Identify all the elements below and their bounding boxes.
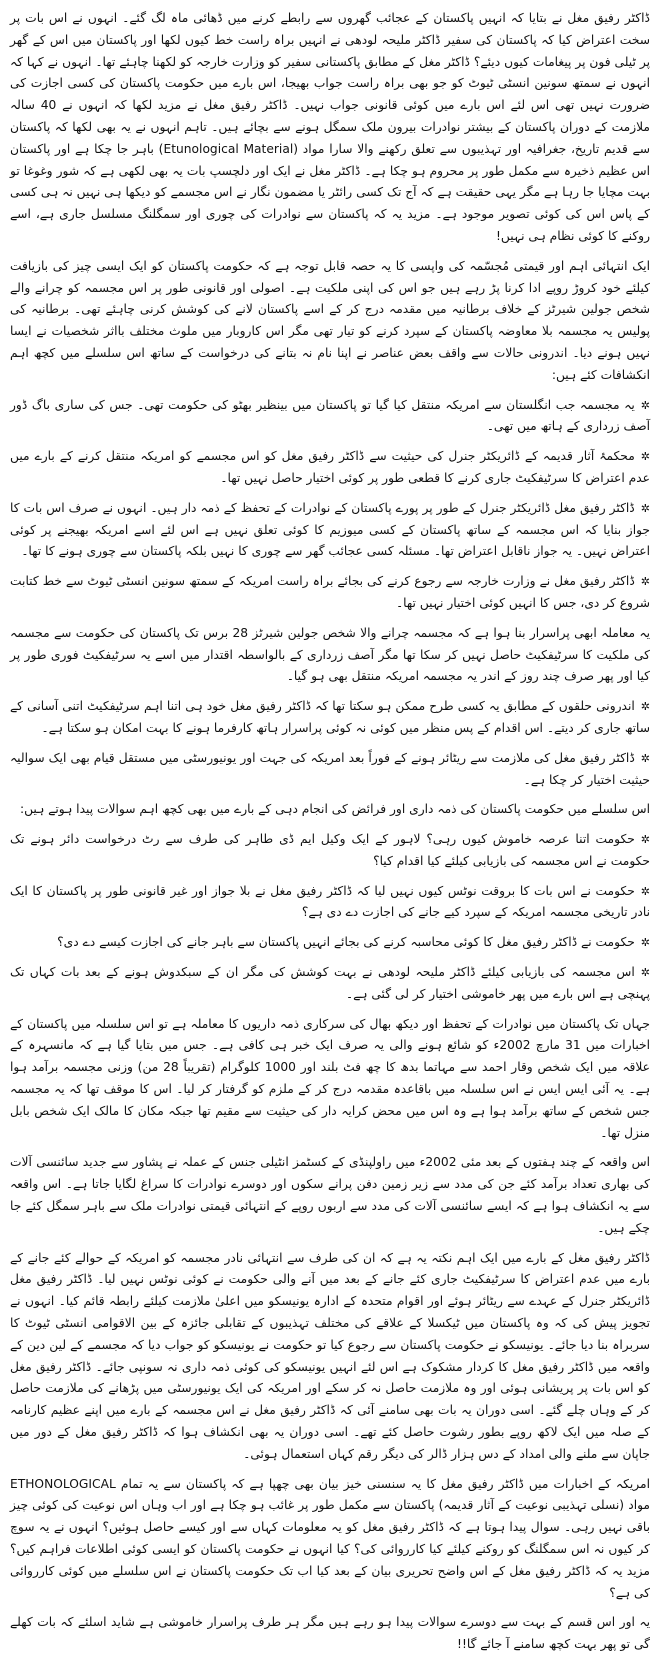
bullet-item: [10, 696, 650, 740]
bullet-star-icon: ✲: [640, 700, 650, 714]
bullet-text: اس مجسمہ کی بازیابی کیلئے ڈاکٹر ملیحہ لودھی نے بہت کوشش کی مگر ان کے سبکدوش ہونے کے بعد بات کہاں تک پہنچی ہے اس بارے میں پھر خاموشی اختیار کر لی گئی ہے۔: [10, 965, 650, 1001]
bullet-star-icon: ✲: [640, 751, 650, 765]
bullet-item: [10, 571, 650, 615]
bullet-item: [10, 498, 650, 563]
bullet-star-icon: ✲: [640, 884, 650, 898]
bullet-star-icon: ✲: [640, 575, 650, 589]
bullet-item: [10, 881, 650, 925]
bullet-star-icon: ✲: [640, 936, 650, 950]
bullet-text: محکمۂ آثار قدیمہ کے ڈائریکٹر جنرل کی حیثیت سے ڈاکٹر رفیق مغل کو اس مجسمے کو امریکہ منتقل کرنے کے بارے میں عدم اعتراض کا سرٹیفکیٹ جاری کرنے کا قطعی طور پر کوئی اختیار حاصل نہیں تھا۔: [10, 449, 650, 485]
paragraph: اس واقعہ کے چند ہفتوں کے بعد مئی 2002ء میں راولپنڈی کے کسٹمز انٹیلی جنس کے عملہ نے پشاور سے جدید سائنسی آلات کی بھاری تعداد برآمد کئے جن کی مدد سے زیر زمین دفن پرانے سکوں اور دوسرے نوادرات کا سراغ لگایا جاتا ہے۔ اس واقعہ سے یہ انکشاف ہوا ہے کہ ایسے سائنسی آلات کی مدد سے اربوں روپے کے انتہائی قیمتی نوادرات ملک سے باہر سمگل کئے جا چکے ہیں۔: [10, 1155, 650, 1235]
bullet-text: حکومت نے اس بات کا بروقت نوٹس کیوں نہیں لیا کہ ڈاکٹر رفیق مغل نے بلا جواز اور غیر قانونی طور پر پاکستان کا ایک نادر تاریخی مجسمہ امریکہ کے سپرد کیے جانے کی اجازت دے دی ہے؟: [10, 883, 650, 920]
bullet-text: حکومت اتنا عرصہ خاموش کیوں رہی؟ لاہور کے ایک وکیل ایم ڈی طاہر کی طرف سے رٹ درخواست دائر ہونے تک حکومت نے اس مجسمہ کی بازیابی کیلئے کیا اقدام کیا؟: [10, 832, 650, 868]
paragraph: امریکہ کے اخبارات میں ڈاکٹر رفیق مغل کا یہ سنسنی خیز بیان بھی چھپا ہے کہ پاکستان سے یہ تمام ETHONOLOGICAL مواد (نسلی تہذیبی نوعیت کے آثار قدیمہ) پاکستان سے مکمل طور پر غائب ہو چکا ہے اور اب وہاں اس نوعیت کی کوئی چیز باقی نہیں رہی۔ سوال پیدا ہوتا ہے کہ ڈاکٹر رفیق مغل کو یہ معلومات کہاں سے اور کیسے حاصل ہوئیں؟ انہوں نے یہ سوچ کر کیوں نہ اس سمگلنگ کو روکنے کیلئے کیا کارروائی کی؟ کیا انہوں نے حکومت پاکستان کو ایسی کوئی اطلاعات فراہم کیں؟ مزید یہ کہ ڈاکٹر رفیق مغل کے اس واضح تحریری بیان کے بعد کیا اب تک حکومت پاکستان نے اس سلسلے میں کوئی کارروائی کی ہے؟: [10, 1476, 650, 1600]
paragraph: ڈاکٹر رفیق مغل نے بتایا کہ انہیں پاکستان کے عجائب گھروں سے رابطے کرنے میں ڈھائی ماہ لگ گئے۔ انہوں نے اس بات پر سخت اعتراض کیا کہ پاکستان کی سفیر ڈاکٹر ملیحہ لودھی نے انہیں براہ راست خط کیوں لکھا اور پاکستان میں اس کے گھر پر ٹیلی فون پر پیغامات کیوں دیئے؟ ڈاکٹر مغل کے مطابق پاکستانی سفیر کو وزارت خارجہ کو لکھنا چاہئے تھا۔ انہوں نے کہا کہ انہوں نے سمتھ سونین انسٹی ٹیوٹ کو جو بھی براہ راست جواب بھیجا، اس بارے میں حکومت پاکستان کی کسی اجازت کی ضرورت نہیں تھی اس لئے اس بارے میں کوئی قانونی جواب نہیں۔ ڈاکٹر رفیق مغل نے مزید لکھا کہ انہوں نے 40 سالہ ملازمت کے دوران پاکستان کے بیشتر نوادرات بیرون ملک سمگل ہونے سے بچائے ہیں۔ تاہم انہوں نے یہ بھی لکھا کہ پاکستان سے قدیم تاریخ، جغرافیہ اور تہذیبوں سے تعلق رکھنے والا سارا مواد (Etunological Material) باہر جا چکا ہے اور پاکستان اس عظیم ذخیرہ سے مکمل طور پر محروم ہو چکا ہے۔ ڈاکٹر مغل نے ایک اور دلچسپ بات یہ بھی لکھی ہے کہ شور وغوغا تو بہت مچایا جا رہا ہے مگر یہی حقیقت ہے کہ آج تک کسی رائٹر یا مضمون نگار نے اس مجسمے کو دیکھا ہی نہیں نہ ہی کسی کے پاس اس کی کوئی تصویر موجود ہے۔ مزید یہ کہ پاکستان سے نوادرات کی چوری اور سمگلنگ مسلسل جاری ہے، اسے روکنے کا کوئی نظام ہی نہیں!: [10, 11, 650, 243]
bullet-star-icon: ✲: [640, 833, 650, 847]
bullet-star-icon: ✲: [640, 501, 650, 515]
bullet-star-icon: ✲: [640, 450, 650, 464]
bullet-item: [10, 962, 650, 1006]
bullet-item: [10, 829, 650, 873]
bullet-star-icon: ✲: [640, 966, 650, 980]
bullet-text: اندرونی حلقوں کے مطابق یہ کسی طرح ممکن ہو سکتا تھا کہ ڈاکٹر رفیق مغل خود ہی اتنا اہم سرٹیفکیٹ اتنی آسانی کے ساتھ جاری کر دیتے۔ اس اقدام کے پس منظر میں کوئی نہ کوئی پراسرار ہاتھ کارفرما ہونے کا بہت امکان ہو سکتا ہے۔: [10, 699, 650, 735]
bullet-text: ڈاکٹر رفیق مغل ڈائریکٹر جنرل کے طور پر پورے پاکستان کے نوادرات کے تحفظ کے ذمہ دار ہیں۔ انہوں نے صرف اس بات کا جواز بنایا کہ اس مجسمہ کے ساتھ پاکستان کے کسی میوزیم کا کوئی تعلق نہیں ہے اس لئے اسے امریکہ بھیجنے پر کوئی اعتراض نہیں۔ یہ جواز ناقابل اعتراض تھا۔ مسئلہ کسی عجائب گھر سے چوری کا نہیں بلکہ پاکستان سے چوری ہونے کا تھا۔: [10, 500, 650, 559]
bullet-item: [10, 932, 650, 954]
paragraph: جہاں تک پاکستان میں نوادرات کے تحفظ اور دیکھ بھال کی سرکاری ذمہ داریوں کا معاملہ ہے تو اس سلسلہ میں پاکستان کے اخبارات میں 31 مارچ 2002ء کو شائع ہونے والی یہ صرف ایک خبر ہی کافی ہے۔ جس میں بتایا گیا ہے کہ مانسہرہ کے علاقہ میں ایک شخص وقار احمد سے مہاتما بدھ کا چھ فٹ بلند اور 1000 کلوگرام (تقریباً 28 من) وزنی مجسمہ برآمد ہوا ہے۔ یہ آئی ایس ایس نے اس سلسلہ میں باقاعدہ مقدمہ درج کر کے ملزم کو گرفتار کر لیا۔ اس کا موقف تھا کہ یہ مجسمہ جس شخص کے ساتھ برآمد ہوا ہے وہ اس میں محض کرایہ دار کی حیثیت سے مقیم تھا جبکہ مکان کا مالک ایک شخص بابل منزل تھا۔: [10, 1016, 650, 1140]
article-body: [10, 8, 650, 1656]
closing-paragraph: یہ اور اس قسم کے بہت سے دوسرے سوالات پیدا ہو رہے ہیں مگر ہر طرف پراسرار خاموشی ہے شاید اسلئے کہ بات کھلے گی تو پھر بہت کچھ سامنے آ جائے گا!!: [10, 1615, 650, 1652]
paragraph: ڈاکٹر رفیق مغل کے بارے میں ایک اہم نکتہ یہ ہے کہ ان کی طرف سے انتہائی نادر مجسمہ کو امریکہ کے حوالے کئے جانے کے بارے میں عدم اعتراض کا سرٹیفکیٹ جاری کئے جانے کے بعد میں آنے والی حکومت نے کوئی نوٹس نہیں لیا۔ ڈاکٹر رفیق مغل ڈائریکٹر جنرل کے عہدے سے ریٹائر ہوئے اور اقوام متحدہ کے ادارہ یونیسکو میں اعلیٰ ملازمت کیلئے رابطہ قائم کیا۔ انہوں نے تجویز پیش کی کہ وہ پاکستان میں ٹیکسلا کے علاقے کی مختلف تہذیبوں کے تقابلی جائزہ کے بین الاقوامی انسٹی ٹیوٹ کا سربراہ بنا دیا جائے۔ یونیسکو نے حکومت پاکستان سے رجوع کیا تو حکومت نے یونیسکو کو جواب دیا کہ مجسمے کے لین دین کے واقعہ میں ڈاکٹر رفیق مغل کا کردار مشکوک ہے اس لئے انہیں یونیسکو کی کوئی ذمہ داری نہ سونپی جائے۔ ڈاکٹر رفیق مغل کو اس بات پر پریشانی ہوئی اور وہ ملازمت حاصل نہ کر سکے اور امریکہ کی ایک یونیورسٹی میں پڑھانے کی ملازمت حاصل کر کے وہاں چلے گئے۔ اسی دوران یہ بات بھی سامنے آئی کہ ڈاکٹر رفیق مغل نے اس مجسمہ کے بارے میں اپنے عظیم کارنامہ کے صلہ میں ایک لاکھ روپے بطور رشوت حاصل کئے تھے۔ اسی دوران یہ بھی انکشاف ہوا کہ ڈاکٹر رفیق مغل کے دور میں جاپان سے ملنے والی امداد کے دس ہزار ڈالر کی دیگر رقم کہاں استعمال ہوئی۔: [10, 1250, 650, 1461]
bullet-text: یہ مجسمہ جب انگلستان سے امریکہ منتقل کیا گیا تو پاکستان میں بینظیر بھٹو کی حکومت تھی۔ جس کی ساری باگ ڈور آصف زرداری کے ہاتھ میں تھی۔: [10, 397, 650, 434]
bullet-item: [10, 395, 650, 439]
bullet-item: [10, 446, 650, 490]
paragraph: یہ معاملہ ابھی پراسرار بنا ہوا ہے کہ مجسمہ چرانے والا شخص جولین شیرٹز 28 برس تک پاکستان کی حکومت سے مجسمہ کی ملکیت کا سرٹیفکیٹ حاصل نہیں کر سکا تھا مگر آصف زرداری کے بالواسطہ اقتدار میں اسے یہ سرٹیفکیٹ فوری طور پر کیا اور پھر صرف چند روز کے اندر یہ مجسمہ امریکہ منتقل بھی ہو گیا۔: [10, 625, 650, 684]
bullet-text: حکومت نے ڈاکٹر رفیق مغل کا کوئی محاسبہ کرنے کی بجائے انہیں پاکستان سے باہر جانے کی اجازت کیسے دے دی؟: [57, 935, 635, 950]
bullet-star-icon: ✲: [640, 398, 650, 412]
paragraph: اس سلسلے میں حکومت پاکستان کی ذمہ داری اور فرائض کی انجام دہی کے بارے میں بھی کچھ اہم سوالات پیدا ہوتے ہیں:: [19, 802, 650, 817]
paragraph: ایک انتہائی اہم اور قیمتی مُجسّمہ کی واپسی کا یہ حصہ قابل توجہ ہے کہ حکومت پاکستان کو ایک ایسی چیز کی بازیافت کیلئے خود کروڑ روپے ادا کرنا پڑ رہے ہیں جو اس کی اپنی ملکیت ہے۔ اصولی اور قانونی طور پر اس مجسمہ کو چرانے والے شخص جولین شیرٹز کے خلاف برطانیہ میں مقدمہ درج کر کے اسے پاکستان لانے کی کوشش کرنی چاہئے تھی۔ برطانیہ کی پولیس یہ مجسمہ بلا معاوضہ پاکستان کے سپرد کرنے کو تیار تھی مگر اس کاروبار میں ملوث مختلف بااثر شخصیات نے ایسا نہیں ہونے دیا۔ اندرونی حالات سے واقف بعض عناصر نے اپنا نام نہ بتانے کی درخواست کے ساتھ اس سلسلے میں کچھ اہم انکشافات کئے ہیں:: [10, 258, 650, 382]
bullet-item: [10, 748, 650, 792]
bullet-text: ڈاکٹر رفیق مغل نے وزارت خارجہ سے رجوع کرنے کی بجائے براہ راست امریکہ کے سمتھ سونین انسٹی ٹیوٹ سے خط کتابت شروع کر دی، جس کا انہیں کوئی اختیار نہیں تھا۔: [10, 574, 650, 610]
bullet-text: ڈاکٹر رفیق مغل کی ملازمت سے ریٹائر ہونے کے فوراً بعد امریکہ کی جہت اور یونیورسٹی میں مستقل قیام بھی ایک سوالیہ حیثیت اختیار کر چکا ہے۔: [10, 750, 650, 787]
